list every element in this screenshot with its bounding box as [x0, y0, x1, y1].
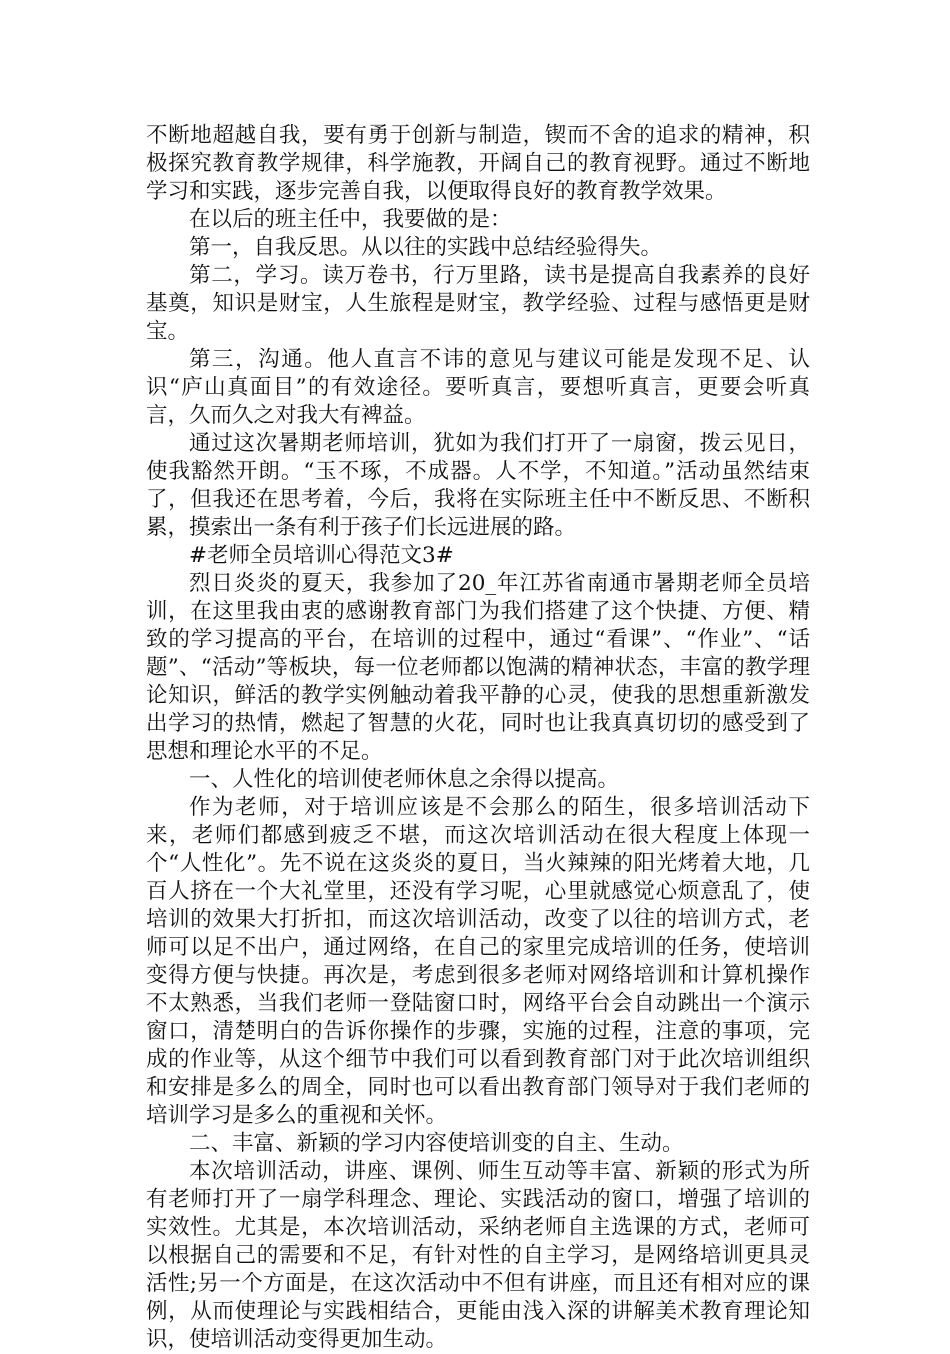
paragraph: 第一，自我反思。从以往的实践中总结经验得失。: [189, 235, 663, 260]
paragraph: 第三，沟通。他人直言不讳的意见与建议可能是发现不足、认识“庐山真面目”的有效途径。要听真言，要想听真言，更要会听真言，久而久之对我大有裨益。: [146, 347, 810, 428]
paragraph: 本次培训活动，讲座、课例、师生互动等丰富、新颖的形式为所有老师打开了一扇学科理念、理论、实践活动的窗口，增强了培训的实效性。尤其是，本次培训活动，采纳老师自主选课的方式，老师可以根据自己的需要和不足，有针对性的自主学习，是网络培训更具灵活性;另一个方面是，在这次活动中不但有讲座，而且还有相对应的课例，从而使理论与实践相结合，更能由浅入深的讲解美术教育理论知识，使培训活动变得更加生动。: [146, 1159, 810, 1352]
paragraph: 不断地超越自我，要有勇于创新与制造，锲而不舍的追求的精神，积极探究教育教学规律，科学施教，开阔自己的教育视野。通过不断地学习和实践，逐步完善自我，以便取得良好的教育教学效果。: [146, 123, 810, 204]
subheading: 二、丰富、新颖的学习内容使培训变的自主、生动。: [189, 1131, 684, 1156]
paragraph: 第二，学习。读万卷书，行万里路，读书是提高自我素养的良好基奠，知识是财宝，人生旅程是财宝，教学经验、过程与感悟更是财宝。: [146, 263, 810, 344]
paragraph: 烈日炎炎的夏天，我参加了20_年江苏省南通市暑期老师全员培训，在这里我由衷的感谢教育部门为我们搭建了这个快捷、方便、精致的学习提高的平台，在培训的过程中，通过“看课”、“作业”、“话题”、“活动”等板块，每一位老师都以饱满的精神状态，丰富的教学理论知识，鲜活的教学实例触动着我平静的心灵，使我的思想重新激发出学习的热情，燃起了智慧的火花，同时也让我真真切切的感受到了思想和理论水平的不足。: [146, 571, 810, 764]
subheading: 一、人性化的培训使老师休息之余得以提高。: [189, 767, 620, 792]
paragraph: 通过这次暑期老师培训，犹如为我们打开了一扇窗，拨云见日，使我豁然开朗。“玉不琢，不成器。人不学，不知道。”活动虽然结束了，但我还在思考着，今后，我将在实际班主任中不断反思、不断积累，摸索出一条有利于孩子们长远进展的路。: [146, 431, 810, 540]
paragraph: 在以后的班主任中，我要做的是：: [189, 207, 512, 232]
paragraph: 作为老师，对于培训应该是不会那么的陌生，很多培训活动下来，老师们都感到疲乏不堪，而这次培训活动在很大程度上体现一个“人性化”。先不说在这炎炎的夏日，当火辣辣的阳光烤着大地，几百人挤在一个大礼堂里，还没有学习呢，心里就感觉心烦意乱了，使培训的效果大打折扣，而这次培训活动，改变了以往的培训方式，老师可以足不出户，通过网络，在自己的家里完成培训的任务，使培训变得方便与快捷。再次是，考虑到很多老师对网络培训和计算机操作不太熟悉，当我们老师一登陆窗口时，网络平台会自动跳出一个演示窗口，清楚明白的告诉你操作的步骤，实施的过程，注意的事项，完成的作业等，从这个细节中我们可以看到教育部门对于此次培训组织和安排是多么的周全，同时也可以看出教育部门领导对于我们老师的培训学习是多么的重视和关怀。: [146, 795, 810, 1128]
document-body: [146, 122, 810, 1354]
section-heading: #老师全员培训心得范文3#: [189, 543, 454, 568]
